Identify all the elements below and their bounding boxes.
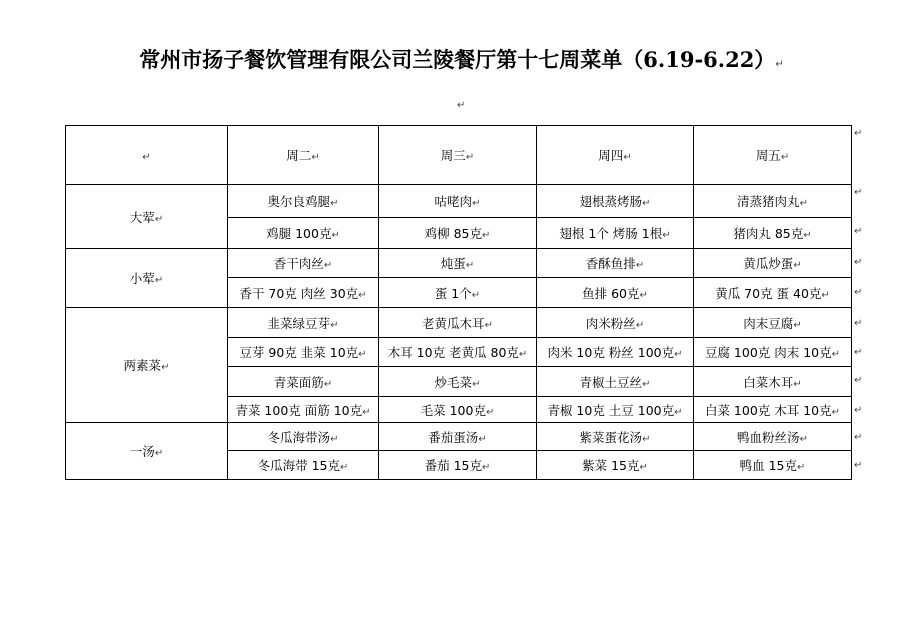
header-row: [66, 126, 852, 185]
dish-name-cell: [379, 367, 537, 397]
dish-portion-cell: [379, 218, 537, 249]
row-end-mark: ↵: [854, 226, 863, 237]
paragraph-mark: ↵: [358, 349, 367, 360]
dish-name: 青椒土豆丝: [579, 374, 643, 390]
dish-name: 冬瓜海带汤: [267, 429, 331, 445]
paragraph-mark: ↵: [775, 59, 784, 70]
corner-cell: [66, 126, 228, 185]
dish-name-cell: [537, 423, 694, 451]
category-label: 两素菜: [123, 358, 162, 373]
dish-name-cell: [537, 185, 694, 218]
menu-row: [66, 308, 852, 338]
dish-portion: 紫菜 15克: [582, 458, 640, 473]
paragraph-mark: ↵: [642, 198, 651, 209]
dish-portion: 肉米 10克 粉丝 100克: [547, 345, 675, 360]
paragraph-mark: ↵: [831, 406, 841, 418]
dish-name: 香酥鱼排: [585, 256, 636, 271]
dish-portion-cell: [379, 278, 537, 308]
dish-portion: 鸡腿 100克: [266, 226, 332, 241]
dish-portion-cell: [537, 218, 694, 249]
dish-name: 鸭血粉丝汤: [737, 429, 800, 445]
dish-portion: 猪肉丸 85克: [733, 226, 804, 241]
dish-name: 白菜木耳: [743, 374, 794, 390]
dish-portion: 香干 70克 肉丝 30克: [239, 285, 359, 301]
dish-name-cell: [379, 308, 537, 338]
day-header: [537, 126, 694, 185]
dish-portion-cell: [537, 338, 694, 367]
dish-name-cell: [379, 185, 537, 218]
dish-portion: 蛋 1个: [434, 285, 472, 301]
dish-portion-cell: [228, 338, 379, 367]
dish-name: 咕咾肉: [434, 194, 473, 209]
row-end-mark: ↵: [854, 432, 863, 443]
dish-name-cell: [537, 367, 694, 397]
row-end-mark: ↵: [854, 257, 863, 268]
dish-name-cell: [694, 185, 852, 218]
paragraph-mark: ↵: [482, 462, 491, 473]
dish-portion-cell: [228, 278, 379, 308]
dish-portion: 鸭血 15克: [739, 458, 797, 473]
dish-portion: 青椒 10克 土豆 100克: [547, 402, 675, 418]
dish-name: 翅根蒸烤肠: [579, 194, 643, 209]
paragraph-mark: ↵: [662, 230, 671, 241]
dish-portion: 豆芽 90克 韭菜 10克: [239, 345, 359, 360]
dish-name-cell: [694, 308, 852, 338]
dish-name-cell: [228, 423, 379, 451]
paragraph-mark: ↵: [642, 378, 651, 390]
menu-row: [66, 249, 852, 278]
day-header-label: 周五: [755, 148, 781, 163]
dish-name-cell: [537, 249, 694, 278]
row-end-mark: ↵: [854, 405, 863, 416]
paragraph-mark: ↵: [793, 319, 802, 331]
paragraph-mark: ↵: [465, 152, 475, 163]
paragraph-mark: ↵: [484, 319, 493, 331]
category-label: 一汤: [129, 444, 155, 459]
category-cell: [66, 249, 228, 308]
paragraph-mark: ↵: [803, 230, 812, 241]
dish-portion-cell: [228, 218, 379, 249]
paragraph-mark: ↵: [478, 433, 487, 445]
category-cell: [66, 308, 228, 423]
dish-portion-cell: [537, 451, 694, 480]
dish-portion-cell: [694, 397, 852, 423]
dish-portion: 黄瓜 70克 蛋 40克: [715, 285, 822, 301]
paragraph-mark: ↵: [340, 462, 349, 473]
dish-portion: 毛菜 100克: [420, 402, 486, 418]
dish-name: 肉末豆腐: [743, 315, 794, 331]
dish-portion-cell: [537, 397, 694, 423]
paragraph-mark: ↵: [154, 275, 164, 286]
day-header-label: 周二: [286, 148, 312, 163]
paragraph-mark: ↵: [323, 260, 333, 271]
paragraph-mark: ↵: [799, 433, 808, 445]
row-end-mark: ↵: [854, 187, 863, 198]
paragraph-mark: ↵: [793, 378, 802, 390]
menu-row: [66, 423, 852, 451]
dish-portion: 番茄 15克: [424, 458, 482, 473]
paragraph-mark: ↵: [623, 152, 632, 163]
dish-portion-cell: [379, 397, 537, 423]
row-end-mark: ↵: [854, 128, 863, 139]
paragraph-mark: ↵: [311, 152, 320, 163]
paragraph-mark: ↵: [161, 362, 170, 373]
dish-name: 韭菜绿豆芽: [267, 315, 331, 331]
paragraph-mark: ↵: [330, 319, 339, 331]
paragraph-mark: ↵: [323, 378, 333, 390]
paragraph-mark: ↵: [799, 198, 808, 209]
dish-name-cell: [228, 367, 379, 397]
dish-portion-cell: [379, 338, 537, 367]
menu-row: [66, 185, 852, 218]
dish-portion: 豆腐 100克 肉末 10克: [704, 345, 832, 360]
paragraph-mark: ↵: [639, 289, 648, 301]
dish-name-cell: [228, 308, 379, 338]
dish-name: 肉米粉丝: [585, 315, 636, 331]
dish-name: 青菜面筋: [273, 374, 324, 390]
paragraph-mark: ↵: [471, 289, 481, 301]
paragraph-mark: ↵: [674, 406, 683, 418]
paragraph-mark: ↵: [331, 230, 340, 241]
dish-name-cell: [694, 249, 852, 278]
paragraph-mark: ↵: [482, 230, 491, 241]
menu-title-text: 常州市扬子餐饮管理有限公司兰陵餐厅第十七周菜单（6.19-6.22）: [139, 47, 776, 72]
paragraph-mark: ↵: [821, 289, 830, 301]
paragraph-mark: ↵: [330, 198, 339, 209]
dish-name-cell: [228, 249, 379, 278]
day-header-label: 周四: [598, 148, 624, 163]
paragraph-mark: ↵: [831, 349, 841, 360]
dish-name: 老黄瓜木耳: [422, 315, 485, 331]
dish-portion: 白菜 100克 木耳 10克: [704, 402, 832, 418]
paragraph-mark: ↵: [642, 433, 651, 445]
dish-name: 炒毛菜: [434, 374, 473, 390]
category-cell: [66, 185, 228, 249]
paragraph-mark: ↵: [518, 349, 528, 360]
dish-portion-cell: [228, 451, 379, 480]
dish-name: 清蒸猪肉丸: [737, 194, 800, 209]
paragraph-mark: ↵: [635, 319, 645, 331]
dish-portion-cell: [228, 397, 379, 423]
category-cell: [66, 423, 228, 480]
dish-portion: 鸡柳 85克: [424, 226, 482, 241]
category-label: 小荤: [129, 271, 155, 286]
dish-name-cell: [537, 308, 694, 338]
paragraph-mark: ↵: [472, 378, 481, 390]
dish-name: 番茄蛋汤: [428, 429, 479, 445]
dish-name: 紫菜蛋花汤: [579, 429, 643, 445]
day-header: [228, 126, 379, 185]
dish-portion: 冬瓜海带 15克: [257, 458, 340, 473]
dish-name-cell: [228, 185, 379, 218]
dish-name: 黄瓜炒蛋: [743, 256, 794, 271]
day-header: [694, 126, 852, 185]
dish-portion: 木耳 10克 老黄瓜 80克: [387, 345, 519, 360]
day-header: [379, 126, 537, 185]
category-label: 大荤: [129, 209, 155, 225]
row-end-mark: ↵: [854, 375, 863, 386]
dish-portion-cell: [379, 451, 537, 480]
row-end-mark: ↵: [854, 318, 863, 329]
dish-name-cell: [379, 423, 537, 451]
paragraph-mark: ↵: [154, 448, 164, 459]
dish-portion: 青菜 100克 面筋 10克: [235, 402, 363, 418]
dish-name: 炖蛋: [440, 256, 466, 271]
paragraph-mark: ↵: [154, 213, 164, 225]
dish-portion-cell: [537, 278, 694, 308]
row-end-mark: ↵: [854, 347, 863, 358]
dish-portion: 鱼排 60克: [582, 285, 640, 301]
dish-portion-cell: [694, 218, 852, 249]
menu-table: [65, 125, 852, 480]
paragraph-mark: ↵: [639, 462, 648, 473]
paragraph-mark: ↵: [465, 260, 475, 271]
dish-portion-cell: [694, 451, 852, 480]
paragraph-mark: ↵: [472, 198, 481, 209]
paragraph-mark: ↵: [358, 289, 367, 301]
row-end-mark: ↵: [854, 287, 863, 298]
paragraph-mark: ↵: [362, 406, 371, 418]
paragraph-mark: ↵: [797, 462, 806, 473]
paragraph-mark: ↵: [635, 260, 645, 271]
dish-name: 香干肉丝: [273, 256, 324, 271]
dish-name-cell: [694, 367, 852, 397]
dish-portion-cell: [694, 278, 852, 308]
paragraph-mark: ↵: [793, 260, 802, 271]
paragraph-mark: ↵: [780, 152, 790, 163]
dish-portion-cell: [694, 338, 852, 367]
dish-portion: 翅根 1个 烤肠 1根: [559, 226, 663, 241]
menu-title: [0, 44, 923, 74]
corner-mark: ↵: [142, 151, 151, 163]
paragraph-mark: ↵: [330, 433, 339, 445]
dish-name-cell: [379, 249, 537, 278]
paragraph-mark: ↵: [457, 100, 466, 111]
dish-name: 奥尔良鸡腿: [267, 194, 331, 209]
day-header-label: 周三: [440, 148, 466, 163]
dish-name-cell: [694, 423, 852, 451]
paragraph-mark: ↵: [485, 406, 495, 418]
row-end-mark: ↵: [854, 460, 863, 471]
paragraph-mark: ↵: [674, 349, 683, 360]
